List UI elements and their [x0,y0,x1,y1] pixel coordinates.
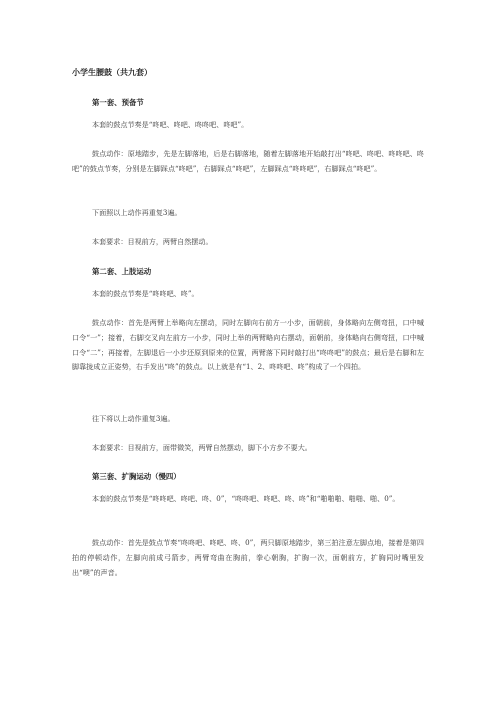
section-2-paragraph: 本套要求：目视前方，面带微笑，两臂自然摆动，脚下小方步不要大。 [92,443,312,452]
section-1-paragraph: 本套要求：目视前方，两臂自然摆动。 [92,237,213,246]
section-heading-3: 第三套、扩胸运动（慢四） [92,472,181,481]
section-2-paragraph: 往下将以上动作重复3遍。 [92,414,175,423]
section-3-paragraph: 本套的鼓点节奏是“咚咚吧、咚吧、咚、0”，“咚咚吧、咚吧、咚、咚”和“啪啪啪、啪啪、啪、0”。 [92,494,400,503]
section-1-paragraph: 鼓点动作：原地踏步，先是左脚落地，后是右脚落地，随着左脚落地开始敲打出“咚吧、咚吧、咚咚吧、咚吧”的鼓点节奏，分别是左脚踩点“咚吧”，右脚踩点“咚吧”，左脚踩点“咚咚吧”，右脚踩点“咚吧”。 [72,149,424,173]
section-2-paragraph: 鼓点动作：首先是两臂上举略向左摆动，同时左脚向右前方一小步，面朝前，身体略向左侧弯扭，口中喊口令“一”；接着，右脚交叉向左前方一小步，同时上举的两臂略向右摆动，面朝前，身体略向右侧弯扭，口中喊口令“二”；再接着，左脚退后一小步还原到原来的位置，两臂落下同时敲打出“咚咚吧”的鼓点；最后是右脚和左脚靠拢成立正姿势，右手发出“咚”的鼓点。以上就是有“1、2、咚咚吧、咚”构成了一个四拍。 [72,318,424,372]
section-2-paragraph: 本套的鼓点节奏是“咚咚吧、咚”。 [92,289,199,298]
section-3-paragraph: 鼓点动作：首先是鼓点节奏“咚咚吧、咚吧、咚、0”，两只脚原地踏步，第三拍注意左脚点地，接着是第四拍的停顿动作，左脚向前成弓箭步，两臂弯曲在胸前，拳心朝胸，扩胸一次，面朝前方，扩胸同时嘴里发出“噢”的声音。 [72,538,424,577]
section-heading-1: 第一套、预备节 [92,98,144,107]
section-heading-2: 第二套、上肢运动 [92,267,152,276]
section-1-paragraph: 下面照以上动作再重复3遍。 [92,208,182,217]
section-1-paragraph: 本套的鼓点节奏是“咚吧、咚吧、咚咚吧、咚吧”。 [92,120,249,129]
document-title: 小学生腰鼓（共九套） [72,68,152,77]
